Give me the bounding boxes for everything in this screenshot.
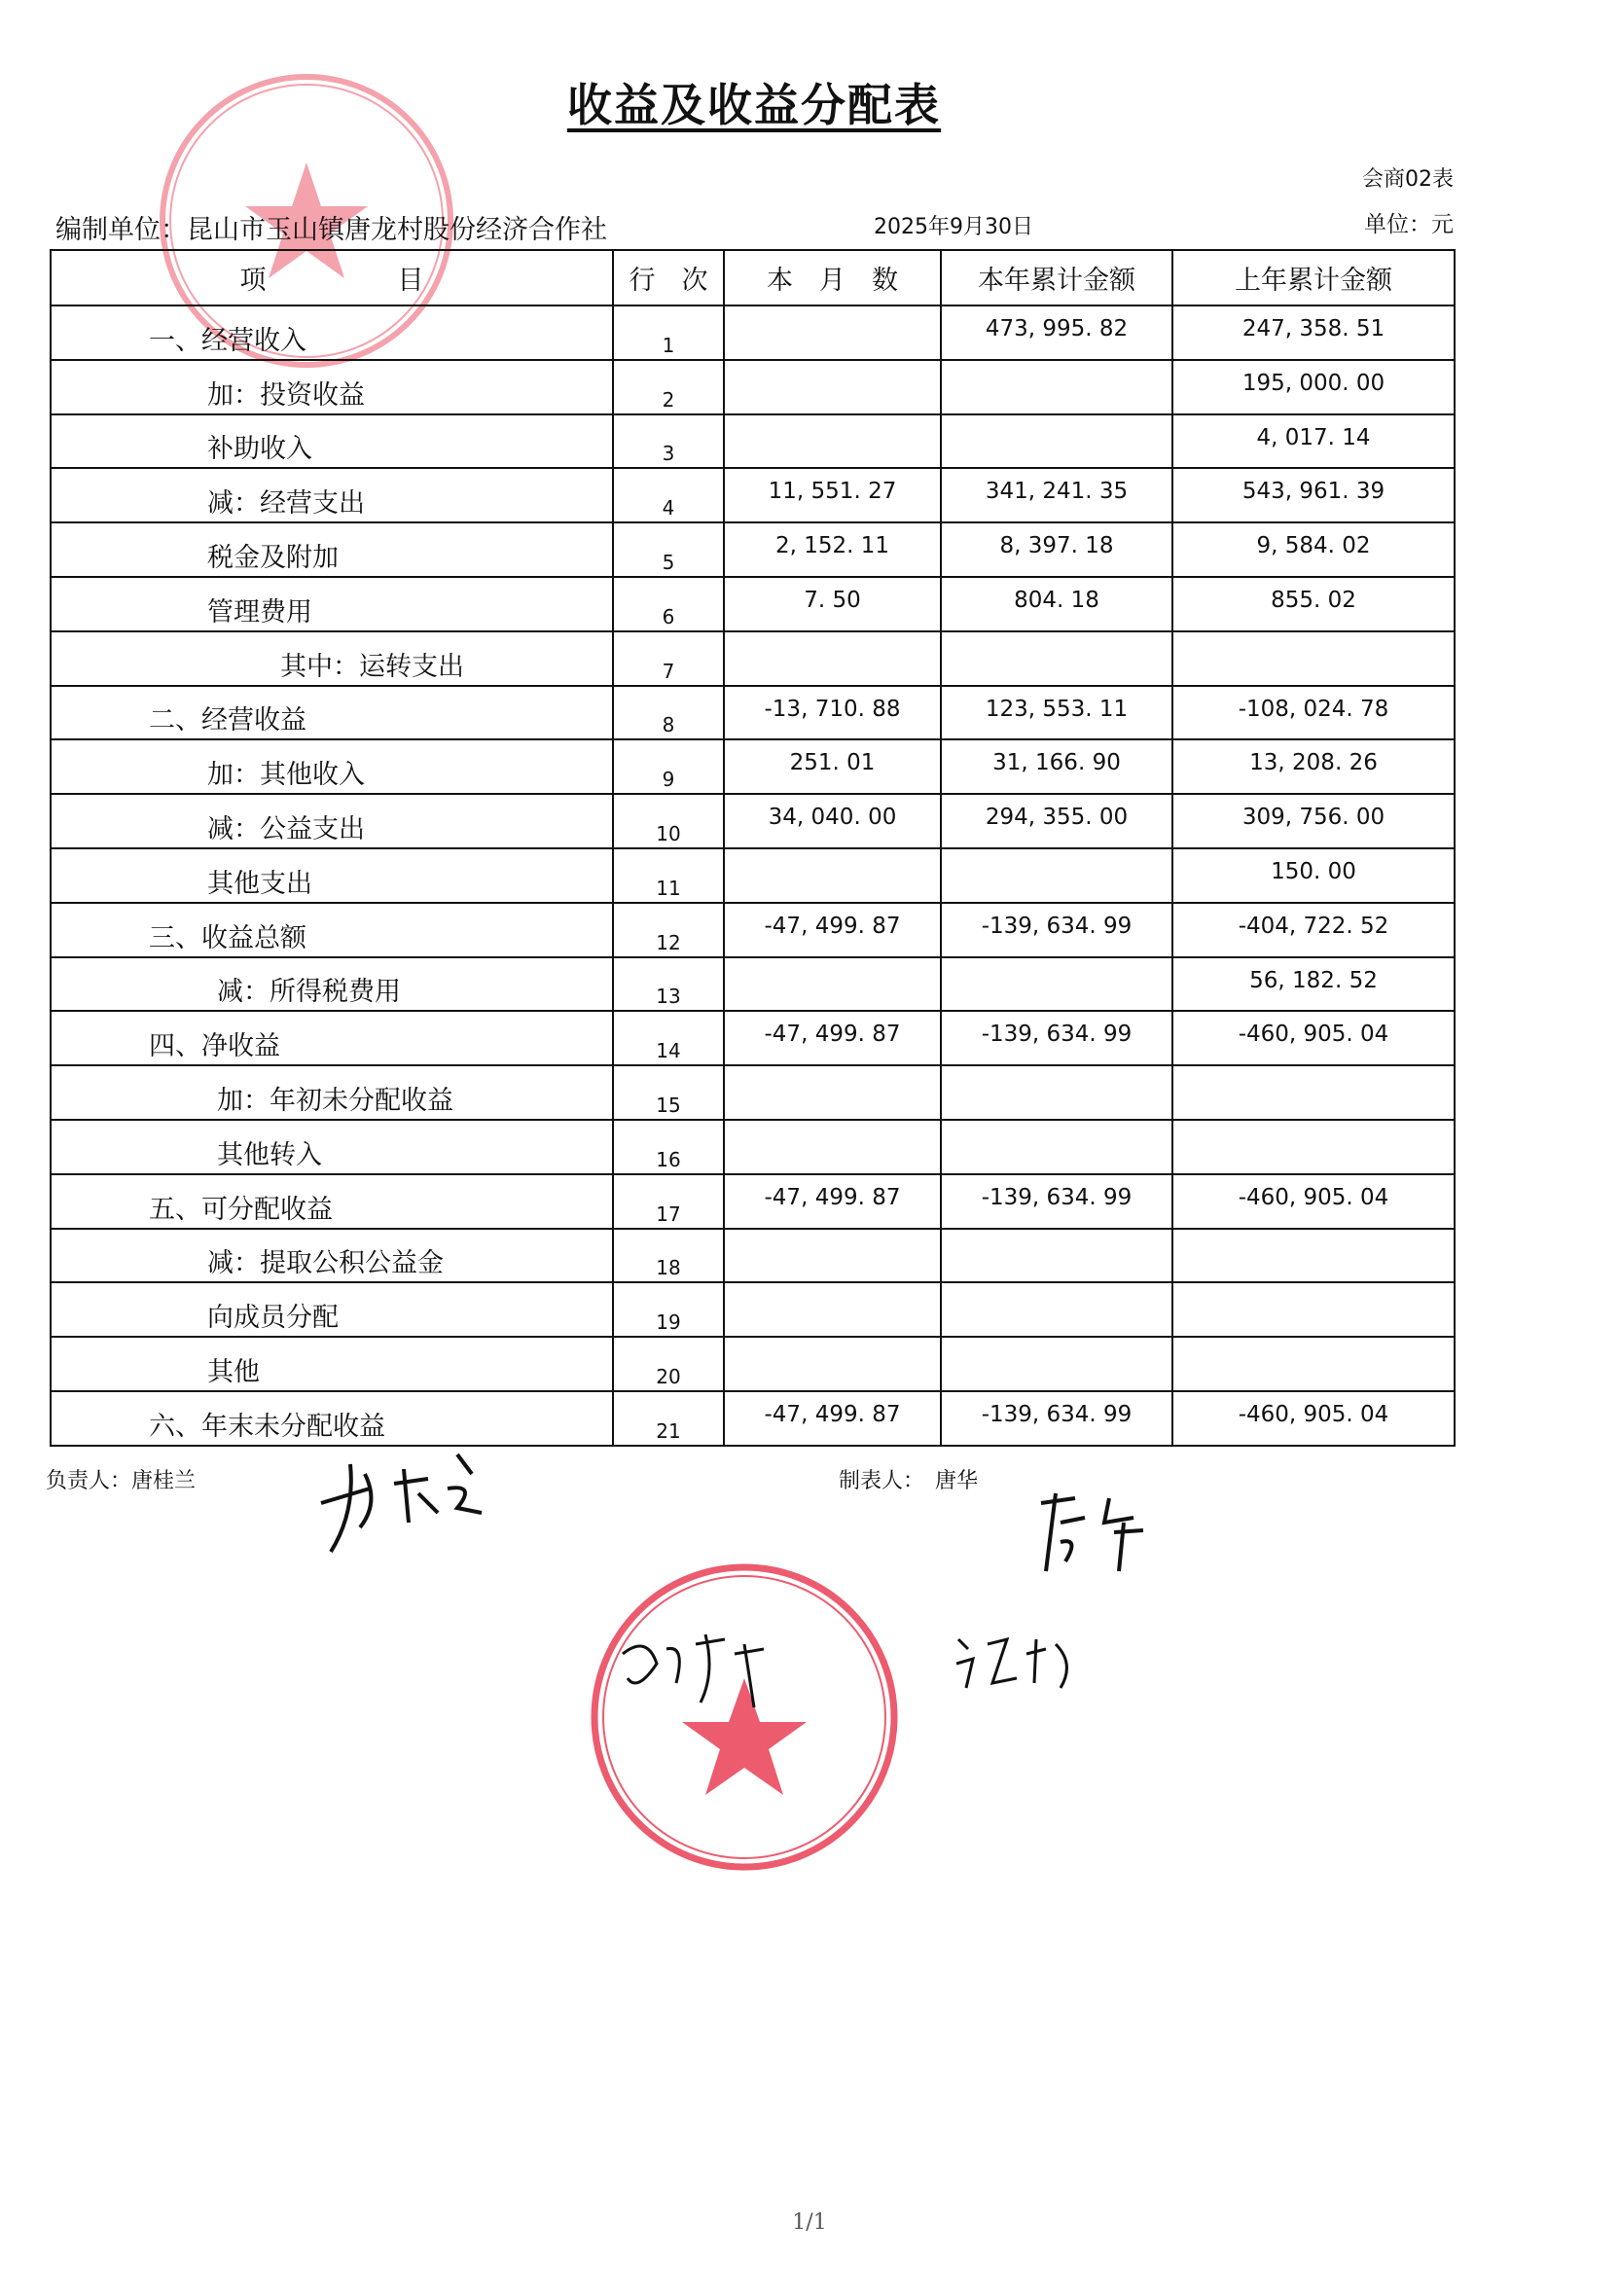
ytd-value: 341, 241. 35 — [941, 468, 1172, 522]
page-number: 1/1 — [792, 2210, 827, 2235]
this-month-value: 2, 152. 11 — [724, 522, 941, 577]
ytd-value: 123, 553. 11 — [941, 686, 1172, 740]
prev-year-value: 247, 358. 51 — [1172, 305, 1455, 360]
table-row — [51, 414, 1455, 469]
table-row — [51, 1174, 1455, 1229]
item-cell — [51, 739, 613, 794]
this-month-value — [724, 360, 941, 414]
this-month-value: -47, 499. 87 — [724, 903, 941, 957]
prev-year-value: -460, 905. 04 — [1172, 1391, 1455, 1446]
row-number: 21 — [613, 1391, 724, 1446]
ytd-value — [941, 414, 1172, 469]
prev-year-value: 56, 182. 52 — [1172, 957, 1455, 1012]
row-number: 12 — [613, 903, 724, 957]
item-cell — [51, 1282, 613, 1337]
prev-year-value: -404, 722. 52 — [1172, 903, 1455, 957]
this-month-value — [724, 1065, 941, 1120]
this-month-value: 251. 01 — [724, 739, 941, 794]
this-month-value: -47, 499. 87 — [724, 1391, 941, 1446]
this-month-value — [724, 1229, 941, 1283]
item-label: 其中：运转支出 — [280, 651, 464, 682]
item-label: 补助收入 — [207, 434, 312, 465]
prev-year-value — [1172, 1337, 1455, 1391]
item-cell — [51, 1174, 613, 1229]
item-cell — [51, 468, 613, 522]
responsible-person: 负责人：唐桂兰 — [46, 1469, 197, 1493]
this-month-value — [724, 414, 941, 469]
prev-year-value: -108, 024. 78 — [1172, 686, 1455, 740]
this-month-value — [724, 1120, 941, 1174]
item-label: 减：所得税费用 — [217, 977, 401, 1008]
item-label: 其他支出 — [207, 868, 312, 899]
item-label: 其他转入 — [217, 1139, 322, 1170]
row-number: 7 — [613, 631, 724, 686]
this-month-value — [724, 1337, 941, 1391]
row-number: 1 — [613, 305, 724, 360]
ytd-value: -139, 634. 99 — [941, 903, 1172, 957]
table-row — [51, 305, 1455, 360]
item-cell — [51, 1065, 613, 1120]
item-label: 减：公益支出 — [207, 813, 365, 844]
income-distribution-table — [50, 249, 1456, 1447]
ytd-value — [941, 360, 1172, 414]
row-number: 19 — [613, 1282, 724, 1337]
table-row — [51, 631, 1455, 686]
item-cell — [51, 957, 613, 1012]
table-row — [51, 577, 1455, 631]
table-row — [51, 1011, 1455, 1065]
table-row — [51, 794, 1455, 848]
prev-year-value — [1172, 1282, 1455, 1337]
item-label: 加：其他收入 — [207, 760, 365, 791]
ytd-value: 31, 166. 90 — [941, 739, 1172, 794]
item-label: 税金及附加 — [207, 542, 339, 573]
prev-year-value: -460, 905. 04 — [1172, 1011, 1455, 1065]
item-cell — [51, 848, 613, 903]
report-date: 2025年9月30日 — [874, 215, 1033, 239]
row-number: 3 — [613, 414, 724, 469]
prev-year-value: 4, 017. 14 — [1172, 414, 1455, 469]
item-cell — [51, 305, 613, 360]
ytd-value — [941, 1120, 1172, 1174]
header-ytd: 本年累计金额 — [941, 250, 1172, 305]
item-cell — [51, 794, 613, 848]
item-cell — [51, 1229, 613, 1283]
row-number: 16 — [613, 1120, 724, 1174]
item-cell — [51, 414, 613, 469]
prev-year-value — [1172, 1120, 1455, 1174]
this-month-value — [724, 848, 941, 903]
table-row — [51, 468, 1455, 522]
row-number: 6 — [613, 577, 724, 631]
row-number: 20 — [613, 1337, 724, 1391]
ytd-value — [941, 1282, 1172, 1337]
item-label: 加：投资收益 — [207, 379, 365, 411]
header-prev-year: 上年累计金额 — [1172, 250, 1455, 305]
ytd-value: -139, 634. 99 — [941, 1011, 1172, 1065]
table-row — [51, 848, 1455, 903]
this-month-value: 34, 040. 00 — [724, 794, 941, 848]
this-month-value: 11, 551. 27 — [724, 468, 941, 522]
currency-unit: 单位：元 — [1364, 212, 1454, 237]
signature-supervisor-1 — [949, 1625, 1085, 1703]
form-number: 会商02表 — [1362, 167, 1454, 192]
row-number: 9 — [613, 739, 724, 794]
table-row — [51, 1065, 1455, 1120]
row-number: 11 — [613, 848, 724, 903]
item-cell — [51, 360, 613, 414]
table-row — [51, 1391, 1455, 1446]
preparer: 制表人： 唐华 — [839, 1469, 979, 1493]
item-cell — [51, 1120, 613, 1174]
item-cell — [51, 1011, 613, 1065]
item-label: 一、经营收入 — [149, 325, 306, 356]
prev-year-value — [1172, 1229, 1455, 1283]
row-number: 14 — [613, 1011, 724, 1065]
item-cell — [51, 686, 613, 740]
ytd-value: 473, 995. 82 — [941, 305, 1172, 360]
row-number: 5 — [613, 522, 724, 577]
item-label: 五、可分配收益 — [149, 1194, 333, 1225]
signature-preparer — [1026, 1484, 1153, 1581]
row-number: 13 — [613, 957, 724, 1012]
prev-year-value: 543, 961. 39 — [1172, 468, 1455, 522]
item-label: 减：经营支出 — [207, 488, 365, 520]
this-month-value — [724, 631, 941, 686]
prev-year-value — [1172, 631, 1455, 686]
prev-year-value: 150. 00 — [1172, 848, 1455, 903]
item-label: 向成员分配 — [207, 1303, 339, 1334]
signature-responsible — [311, 1435, 496, 1561]
prev-year-value: 855. 02 — [1172, 577, 1455, 631]
ytd-value: 294, 355. 00 — [941, 794, 1172, 848]
this-month-value: 7. 50 — [724, 577, 941, 631]
row-number: 8 — [613, 686, 724, 740]
table-row — [51, 1337, 1455, 1391]
table-row — [51, 1229, 1455, 1283]
table-row — [51, 903, 1455, 957]
item-cell — [51, 522, 613, 577]
row-number: 4 — [613, 468, 724, 522]
ytd-value: -139, 634. 99 — [941, 1174, 1172, 1229]
header-item: 项 目 — [51, 250, 613, 305]
table-row — [51, 360, 1455, 414]
prev-year-value: -460, 905. 04 — [1172, 1174, 1455, 1229]
prev-year-value: 13, 208. 26 — [1172, 739, 1455, 794]
item-label: 管理费用 — [207, 596, 312, 628]
item-label: 六、年末未分配收益 — [149, 1411, 385, 1442]
item-cell — [51, 577, 613, 631]
table-row — [51, 522, 1455, 577]
org-line — [55, 208, 607, 246]
item-cell — [51, 903, 613, 957]
this-month-value: -13, 710. 88 — [724, 686, 941, 740]
ytd-value: 8, 397. 18 — [941, 522, 1172, 577]
signature-supervisor-2 — [608, 1625, 783, 1722]
page-title: 收益及收益分配表 — [567, 79, 941, 131]
table-row — [51, 739, 1455, 794]
ytd-value — [941, 957, 1172, 1012]
item-label: 其他 — [207, 1356, 260, 1387]
row-number: 15 — [613, 1065, 724, 1120]
row-number: 18 — [613, 1229, 724, 1283]
row-number: 2 — [613, 360, 724, 414]
this-month-value — [724, 305, 941, 360]
this-month-value — [724, 1282, 941, 1337]
table-row — [51, 686, 1455, 740]
item-label: 四、净收益 — [149, 1031, 280, 1062]
prev-year-value: 195, 000. 00 — [1172, 360, 1455, 414]
this-month-value — [724, 957, 941, 1012]
org-label: 编制单位： — [55, 215, 187, 245]
ytd-value: 804. 18 — [941, 577, 1172, 631]
ytd-value: -139, 634. 99 — [941, 1391, 1172, 1446]
prev-year-value: 309, 756. 00 — [1172, 794, 1455, 848]
org-name: 昆山市玉山镇唐龙村股份经济合作社 — [187, 215, 607, 245]
ytd-value — [941, 631, 1172, 686]
item-cell — [51, 631, 613, 686]
prev-year-value: 9, 584. 02 — [1172, 522, 1455, 577]
ytd-value — [941, 848, 1172, 903]
item-label: 加：年初未分配收益 — [217, 1085, 453, 1116]
header-row-no: 行 次 — [613, 250, 724, 305]
prev-year-value — [1172, 1065, 1455, 1120]
table-row — [51, 957, 1455, 1012]
item-label: 三、收益总额 — [149, 922, 306, 953]
item-label: 减：提取公积公益金 — [207, 1248, 444, 1279]
ytd-value — [941, 1065, 1172, 1120]
this-month-value: -47, 499. 87 — [724, 1011, 941, 1065]
item-label: 二、经营收益 — [149, 705, 306, 736]
header-this-month: 本 月 数 — [724, 250, 941, 305]
item-cell — [51, 1337, 613, 1391]
table-row — [51, 1282, 1455, 1337]
ytd-value — [941, 1229, 1172, 1283]
table-row — [51, 1120, 1455, 1174]
ytd-value — [941, 1337, 1172, 1391]
row-number: 10 — [613, 794, 724, 848]
this-month-value: -47, 499. 87 — [724, 1174, 941, 1229]
row-number: 17 — [613, 1174, 724, 1229]
